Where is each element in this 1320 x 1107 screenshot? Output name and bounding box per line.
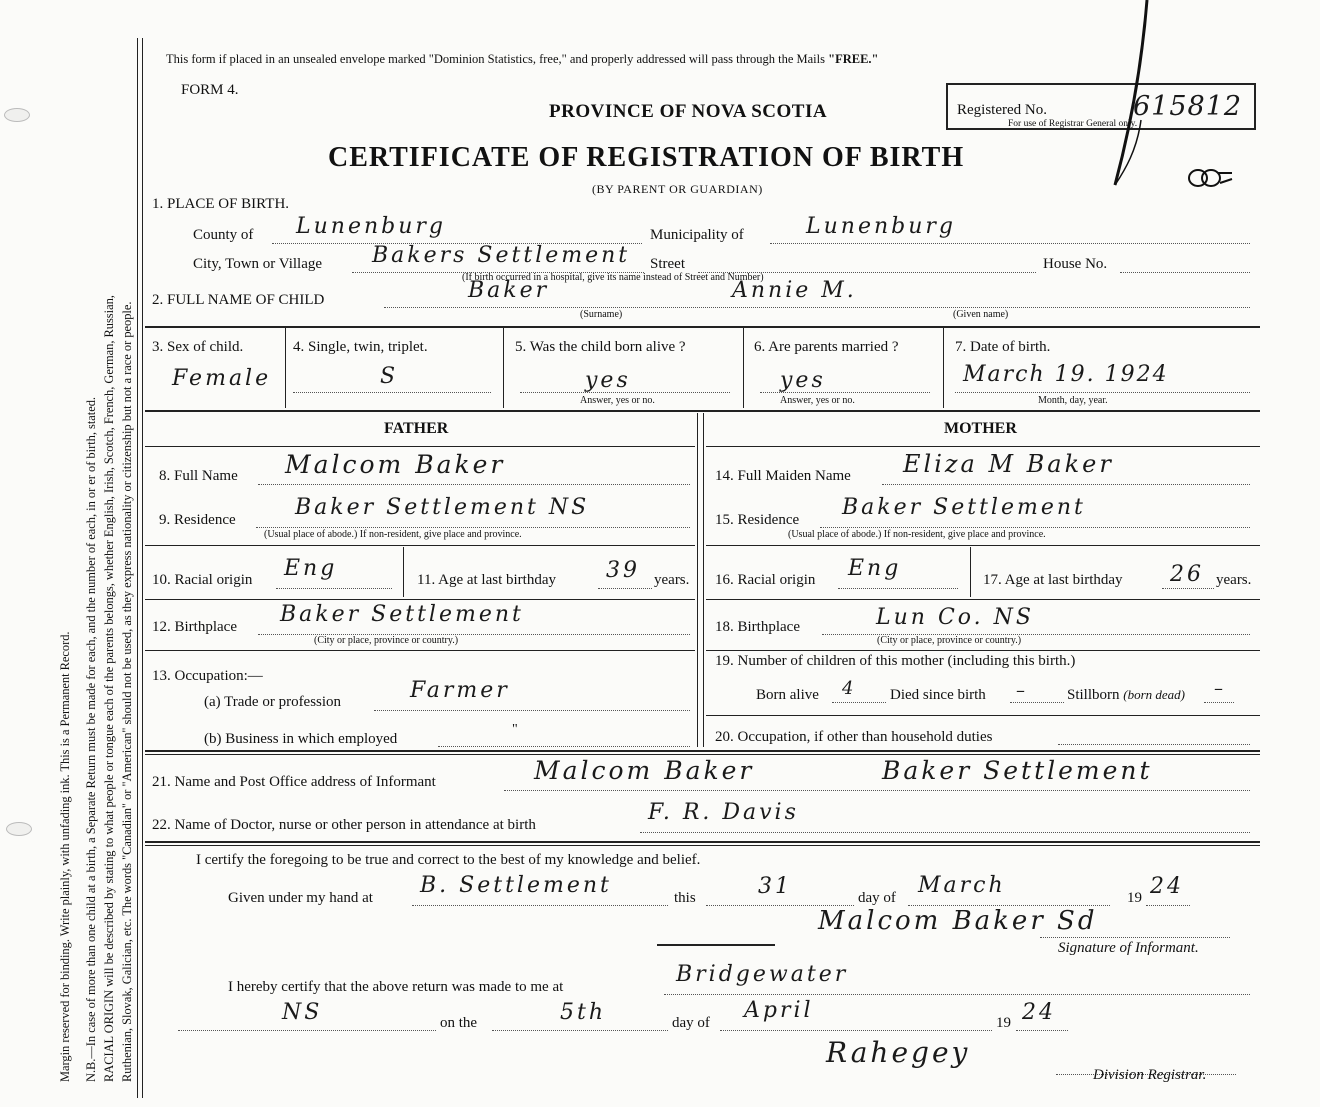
child-surname-value: Baker	[468, 278, 550, 303]
mother-occupation-label: 20. Occupation, if other than household duties	[715, 729, 993, 745]
father-age-unit: years.	[654, 572, 690, 588]
given-under-hand-label: Given under my hand at	[228, 890, 373, 906]
surname-caption: (Surname)	[580, 309, 623, 320]
street-label: Street	[650, 256, 685, 272]
mother-residence-caption: (Usual place of abode.) If non-resident, give place and province.	[788, 529, 1046, 540]
born-alive-count-label: Born alive	[756, 687, 819, 703]
hospital-note: (If birth occurred in a hospital, give its name instead of Street and Number)	[462, 272, 764, 283]
given-day-value: 31	[758, 874, 792, 899]
informant-label: 21. Name and Post Office address of Informant	[152, 774, 436, 790]
date-of-birth-label: 7. Date of birth.	[955, 339, 1051, 355]
city-value: Bakers Settlement	[372, 243, 631, 268]
house-number-label: House No.	[1043, 256, 1108, 272]
registrar-statement: I hereby certify that the above return was made to me at	[228, 979, 564, 995]
registrar-day-of-label: day of	[672, 1015, 710, 1031]
father-residence-value: Baker Settlement NS	[295, 495, 590, 520]
county-value: Lunenburg	[296, 214, 446, 239]
given-day-of-label: day of	[858, 890, 896, 906]
died-since-birth-value: –	[1016, 680, 1028, 701]
parents-married-value: yes	[780, 368, 826, 393]
single-twin-value: S	[380, 364, 399, 389]
given-month-value: March	[918, 873, 1006, 898]
given-place-value: B. Settlement	[420, 873, 612, 898]
municipality-label: Municipality of	[650, 227, 744, 243]
this-label: this	[674, 890, 696, 906]
registrar-initial-mark	[1186, 165, 1236, 191]
mother-racial-origin-label: 16. Racial origin	[715, 572, 816, 588]
sex-label: 3. Sex of child.	[152, 339, 244, 355]
father-age-value: 39	[606, 558, 640, 583]
registrar-year-prefix: 19	[996, 1015, 1011, 1031]
certificate-title: CERTIFICATE OF REGISTRATION OF BIRTH	[328, 142, 965, 173]
doctor-value: F. R. Davis	[648, 800, 799, 825]
city-label: City, Town or Village	[193, 256, 323, 272]
father-name-value: Malcom Baker	[285, 450, 506, 479]
father-business-label: (b) Business in which employed	[204, 731, 398, 747]
stillborn-note: (born dead)	[1123, 687, 1186, 702]
certify-statement: I certify the foregoing to be true and correct to the best of my knowledge and belief.	[196, 852, 701, 868]
given-name-caption: (Given name)	[953, 309, 1009, 320]
certificate-subtitle: (BY PARENT OR GUARDIAN)	[592, 182, 763, 196]
mother-name-label: 14. Full Maiden Name	[715, 468, 851, 484]
father-racial-origin-value: Eng	[284, 556, 338, 581]
registrar-signature: Rahegey	[826, 1036, 971, 1069]
margin-note-3: RACIAL ORIGIN will be described by stating to what people or tongue each of the parents belongs, whether English, Irish, Scotch, French, German, Russian,	[102, 295, 116, 1082]
father-age-label: 11. Age at last birthday	[417, 572, 556, 588]
doctor-label: 22. Name of Doctor, nurse or other person in attendance at birth	[152, 817, 536, 833]
mother-residence-value: Baker Settlement	[842, 495, 1086, 520]
municipality-value: Lunenburg	[806, 214, 956, 239]
form-number: FORM 4.	[181, 82, 239, 98]
father-trade-label: (a) Trade or profession	[204, 694, 342, 710]
father-residence-label: 9. Residence	[159, 512, 236, 528]
binding-hole-top	[4, 108, 30, 122]
children-count-label: 19. Number of children of this mother (including this birth.)	[715, 653, 1076, 669]
father-trade-value: Farmer	[410, 678, 510, 703]
mother-heading: MOTHER	[944, 420, 1017, 437]
born-alive-count-value: 4	[842, 678, 857, 699]
margin-note-4: Ruthenian, Slovak, Galician, etc. The words "Canadian" or "American" should not be used, as they express nationality or citizenship but not a race or people.	[120, 301, 134, 1082]
born-alive-label: 5. Was the child born alive ?	[515, 339, 686, 355]
mail-notice: This form if placed in an unsealed envelope marked "Dominion Statistics, free," and properly addressed will pass through the Mails "FREE."	[166, 52, 879, 66]
county-label: County of	[193, 227, 254, 243]
registrar-on-the-label: on the	[440, 1015, 478, 1031]
father-racial-origin-label: 10. Racial origin	[152, 572, 253, 588]
mother-age-unit: years.	[1216, 572, 1252, 588]
registrar-year-value: 24	[1022, 1000, 1056, 1025]
mother-residence-label: 15. Residence	[715, 512, 800, 528]
given-year-prefix: 19	[1127, 890, 1142, 906]
informant-address-value: Baker Settlement	[882, 756, 1153, 785]
date-of-birth-value: March 19. 1924	[963, 362, 1169, 387]
given-year-value: 24	[1150, 874, 1184, 899]
child-name-label: 2. FULL NAME OF CHILD	[152, 292, 325, 308]
sex-value: Female	[172, 366, 272, 391]
father-occupation-label: 13. Occupation:—	[152, 668, 263, 684]
mother-name-value: Eliza M Baker	[903, 450, 1114, 478]
place-of-birth-heading: 1. PLACE OF BIRTH.	[152, 196, 290, 212]
registered-number-value: 615812	[1133, 91, 1243, 122]
stillborn-text: Stillborn	[1067, 687, 1120, 703]
born-alive-value: yes	[585, 368, 631, 393]
mother-age-value: 26	[1170, 562, 1204, 587]
margin-note-2: N.B.—In case of more than one child at a birth, a Separate Return must be made for each, and the number of each, in or er of birth, stated.	[84, 396, 98, 1082]
mother-birthplace-value: Lun Co. NS	[876, 605, 1034, 630]
father-birthplace-label: 12. Birthplace	[152, 619, 237, 635]
registrar-province-value: NS	[282, 1000, 323, 1025]
registrar-caption: Division Registrar.	[1093, 1067, 1207, 1083]
registrar-place-value: Bridgewater	[676, 962, 849, 987]
binding-hole-bottom	[6, 822, 32, 836]
mother-birthplace-label: 18. Birthplace	[715, 619, 800, 635]
child-given-name-value: Annie M.	[732, 278, 857, 303]
province-heading: PROVINCE OF NOVA SCOTIA	[549, 101, 828, 122]
margin-note-1: Margin reserved for binding. Write plainly, with unfading ink. This is a Permanent Record.	[58, 631, 72, 1082]
informant-name-value: Malcom Baker	[534, 756, 755, 785]
father-birthplace-value: Baker Settlement	[280, 602, 524, 627]
father-business-value: "	[512, 722, 518, 737]
stillborn-value: –	[1214, 678, 1226, 699]
parents-married-caption: Answer, yes or no.	[780, 395, 855, 406]
registrar-day-value: 5th	[560, 1000, 607, 1025]
father-residence-caption: (Usual place of abode.) If non-resident, give place and province.	[264, 529, 522, 540]
died-since-birth-label: Died since birth	[890, 687, 986, 703]
registered-number-label: Registered No.	[957, 102, 1047, 118]
mother-age-label: 17. Age at last birthday	[983, 572, 1123, 588]
registrar-pen-stroke	[1095, 0, 1165, 200]
father-birthplace-caption: (City or place, province or country.)	[314, 635, 459, 646]
registered-number-note: For use of Registrar General only.	[1008, 119, 1138, 129]
mother-birthplace-caption: (City or place, province or country.)	[877, 635, 1022, 646]
left-border-outer	[137, 38, 138, 1098]
born-alive-caption: Answer, yes or no.	[580, 395, 655, 406]
father-name-label: 8. Full Name	[159, 468, 238, 484]
registrar-month-value: April	[744, 998, 814, 1023]
single-twin-label: 4. Single, twin, triplet.	[293, 339, 428, 355]
informant-signature-caption: Signature of Informant.	[1058, 940, 1199, 956]
date-of-birth-caption: Month, day, year.	[1038, 395, 1108, 406]
left-border-inner	[142, 38, 143, 1098]
mother-racial-origin-value: Eng	[848, 556, 902, 581]
informant-signature: Malcom Baker Sd	[818, 906, 1098, 936]
father-heading: FATHER	[384, 420, 449, 437]
parents-married-label: 6. Are parents married ?	[754, 339, 899, 355]
stillborn-label	[1067, 687, 1185, 704]
